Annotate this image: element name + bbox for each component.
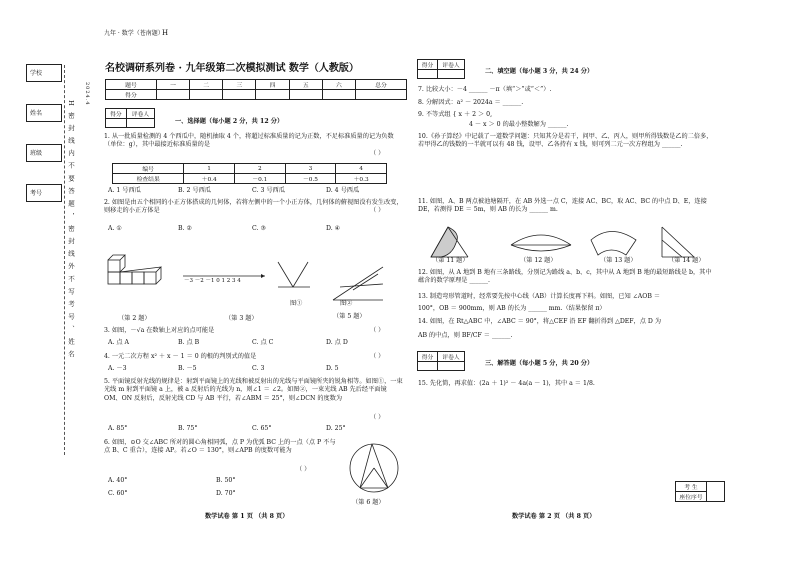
section3-heading: 三、解答题（每小题 5 分，共 20 分） (485, 360, 594, 367)
q4-option-d[interactable]: D. 5 (326, 365, 339, 372)
section2-heading: 二、填空题（每小题 3 分，共 24 分） (485, 68, 594, 75)
q11-text: 11. 如图，A、B 两点被池塘隔开，在 AB 外选一点 C，连接 AC、BC，取 AC、BC 的中点 D、E，连接 DE，若测得 DE ＝ 5m，则 AB 的长为 ______ m. (418, 198, 707, 214)
fig3-caption: （第 3 题） (225, 315, 258, 322)
q1-bracket: （ ） (370, 150, 385, 157)
year-code: 2024.4 (84, 82, 90, 106)
fig5-2-caption: 图② (340, 300, 353, 307)
q6-option-a[interactable]: A. 40° (108, 477, 128, 484)
q10-text: 10.《孙子算经》中记载了一道数学问题：只知其分是若干，问甲、乙、丙人，则甲所得钱数是乙的二倍多，若甲得乙的钱数的一半就可以有 48 钱，设甲、乙各持有 x 钱，则可列二元一次方程组为 ______. (418, 133, 713, 149)
q7-text: 7. 比较大小：－4 ______ －π（填“＞”或“＜”）. (418, 86, 552, 93)
q5-bracket: （ ） (370, 414, 385, 421)
q6-text: 6. 如图，⊙O 交∠ABC 所对的圆心角相同弧，点 P 为优弧 BC 上的一点（点 P 不与点 B、C 重合），连接 AP。若∠O ＝ 130°，则∠APB 的度数可能为 (104, 439, 336, 455)
q2-option-b[interactable]: B. ② (178, 225, 193, 232)
page2-figures-row (426, 225, 716, 260)
q4-option-a[interactable]: A. －3 (108, 365, 127, 372)
score-table: 题号 一 二 三 四 五 六 总分 得分 (105, 79, 407, 100)
q13-text-a: 13. 制造弯形管道时，经常要先按中心线（AB）计算长度再下料。如图，已知 ∠AOB ＝ (418, 293, 661, 300)
fig5-1-caption: 图① (290, 300, 303, 307)
seat-number-box: 考 生 座位序号 (675, 481, 725, 502)
q9-text-a: 9. 不等式组 { x ＋ 2 ＞ 0, (418, 111, 493, 118)
fig5-caption: （第 5 题） (333, 313, 366, 320)
header-mark: H (162, 29, 169, 37)
q3-option-c[interactable]: C. 点 C (252, 339, 274, 346)
q14-text-b: AB 的中点，则 BF/CF ＝ ______. (418, 332, 513, 339)
q6-option-c[interactable]: C. 60° (108, 490, 128, 497)
scorer-box-1: 得分 评卷人 (105, 108, 155, 128)
q4-option-c[interactable]: C. 3 (252, 365, 265, 372)
fig11-caption: （第 11 题） (432, 257, 469, 264)
q2-option-d[interactable]: D. ④ (326, 225, 341, 232)
sidebar-field-examno[interactable]: 考号 (26, 184, 62, 202)
fig14-caption: （第 14 题） (668, 257, 705, 264)
q4-option-b[interactable]: B. －5 (178, 365, 197, 372)
q13-text-b: 100°，OB ＝ 900mm，则 AB 的长为 ______ mm.（结果保留 π） (418, 305, 606, 312)
q15-text: 15. 先化简，再求值：(2a ＋ 1)² － 4a(a － 1)，其中 a ＝ 1/8. (418, 380, 595, 387)
q3-option-b[interactable]: B. 点 B (178, 339, 200, 346)
q1-option-a[interactable]: A. 1 号西瓜 (108, 187, 141, 194)
section1-heading: 一、选择题（每小题 2 分，共 12 分） (175, 118, 284, 125)
q2-cubes-figure (108, 258, 170, 298)
q1-option-c[interactable]: C. 3 号西瓜 (252, 187, 285, 194)
q6-option-b[interactable]: B. 50° (216, 477, 236, 484)
q8-text: 8. 分解因式：a² － 2024a ＝ ______. (418, 99, 524, 106)
q1-text: 1. 从一批质量检测的 4 个西瓜中，随机抽取 4 个，将超过标准质量的记为正数，不足标准质量的记为负数（单位：g），其中最接近标准质量的是 (104, 133, 394, 149)
q1-table: 编号 1 2 3 4 检查结果 ＋0.4 －0.1 －0.5 ＋0.3 (112, 163, 387, 184)
q3-bracket: （ ） (370, 327, 385, 334)
q9-text-b: 4 － x ＞ 0 的最小整数解为 ______. (469, 121, 569, 128)
q12-text: 12. 如图，从 A 地到 B 地有三条路线，分别记为路线 a、b、c，其中从 A 地到 B 地的最短路线是 b，其中蕴含的数学原理是 ______. (418, 269, 712, 285)
q5-option-c[interactable]: C. 65° (252, 425, 272, 432)
scorer-box-2: 得分 评卷人 (417, 59, 465, 79)
q5-option-b[interactable]: B. 75° (178, 425, 198, 432)
q14-text-a: 14. 如图，在 Rt△ABC 中，∠ABC ＝ 90°，将△CEF 沿 EF 翻折得到 △DEF，点 D 为 (418, 318, 662, 325)
sidebar-field-name[interactable]: 姓名 (26, 104, 62, 122)
q3-text: 3. 如图，－√a 在数轴上对应的点可能是 (104, 327, 215, 334)
q3-option-d[interactable]: D. 点 D (326, 339, 348, 346)
header-left: 九年 · 数学（苍南题） (104, 30, 164, 37)
fig2-caption: （第 2 题） (118, 315, 151, 322)
scorer-box-3: 得分 评卷人 (417, 351, 465, 371)
sidebar-field-class[interactable]: 班级 (26, 144, 62, 162)
q1-option-d[interactable]: D. 4 号西瓜 (326, 187, 360, 194)
q6-option-d[interactable]: D. 70° (216, 490, 236, 497)
q1-option-b[interactable]: B. 2 号西瓜 (178, 187, 211, 194)
fig13-caption: （第 13 题） (600, 257, 637, 264)
q3-number-labels: －3 －2 －1 0 1 2 3 4 (184, 278, 241, 284)
q5-option-d[interactable]: D. 25° (326, 425, 346, 432)
q2-bracket: （ ） (370, 207, 385, 214)
footer-page-1: 数学试卷 第 1 页 （共 8 页） (205, 513, 289, 520)
q3-option-a[interactable]: A. 点 A (108, 339, 130, 346)
q6-bracket: （ ） (296, 466, 311, 473)
q4-bracket: （ ） (370, 353, 385, 360)
q4-text: 4. 一元二次方程 x² ＋ x － 1 ＝ 0 的根的判别式的值是 (104, 353, 257, 360)
seal-text: H 密 封 线 内 不 要 答 题 ， 密 封 线 外 不 写 考 号 、 姓 名 (67, 100, 75, 359)
q6-circle-figure (348, 440, 400, 495)
paper-title: 名校调研系列卷 · 九年级第二次模拟测试 数学（人教版） (105, 63, 359, 74)
fig6-caption: （第 6 题） (352, 499, 385, 506)
q5-option-a[interactable]: A. 85° (108, 425, 128, 432)
q2-text: 2. 如图是由五个相同的小正方体搭成的几何体，若将左侧中的一个小正方体，几何体的俯视图没有发生改变，则移走的小正方体是 (104, 199, 403, 215)
seal-line (64, 65, 65, 455)
q2-option-a[interactable]: A. ① (108, 225, 122, 232)
footer-page-2: 数学试卷 第 2 页 （共 8 页） (512, 513, 596, 520)
q2-option-c[interactable]: C. ③ (252, 225, 266, 232)
sidebar-field-school[interactable]: 学校 (26, 64, 62, 82)
q5-text: 5. 平面镜反射光线的规律是：射到平面镜上的光线和被反射出的光线与平面镜所夹的锐角相等。如图①，一束光线 m 射到平面镜 a 上，被 a 反射后的光线为 n，则∠1 ＝ ∠2。如图②，一束光线 AB 先后经平面镜 OM、ON 反射后，反射光线 CD 与 AB 平行，若∠ABM ＝ 25°，则∠DCN 的度数为 (104, 378, 403, 402)
fig12-caption: （第 12 题） (520, 257, 557, 264)
